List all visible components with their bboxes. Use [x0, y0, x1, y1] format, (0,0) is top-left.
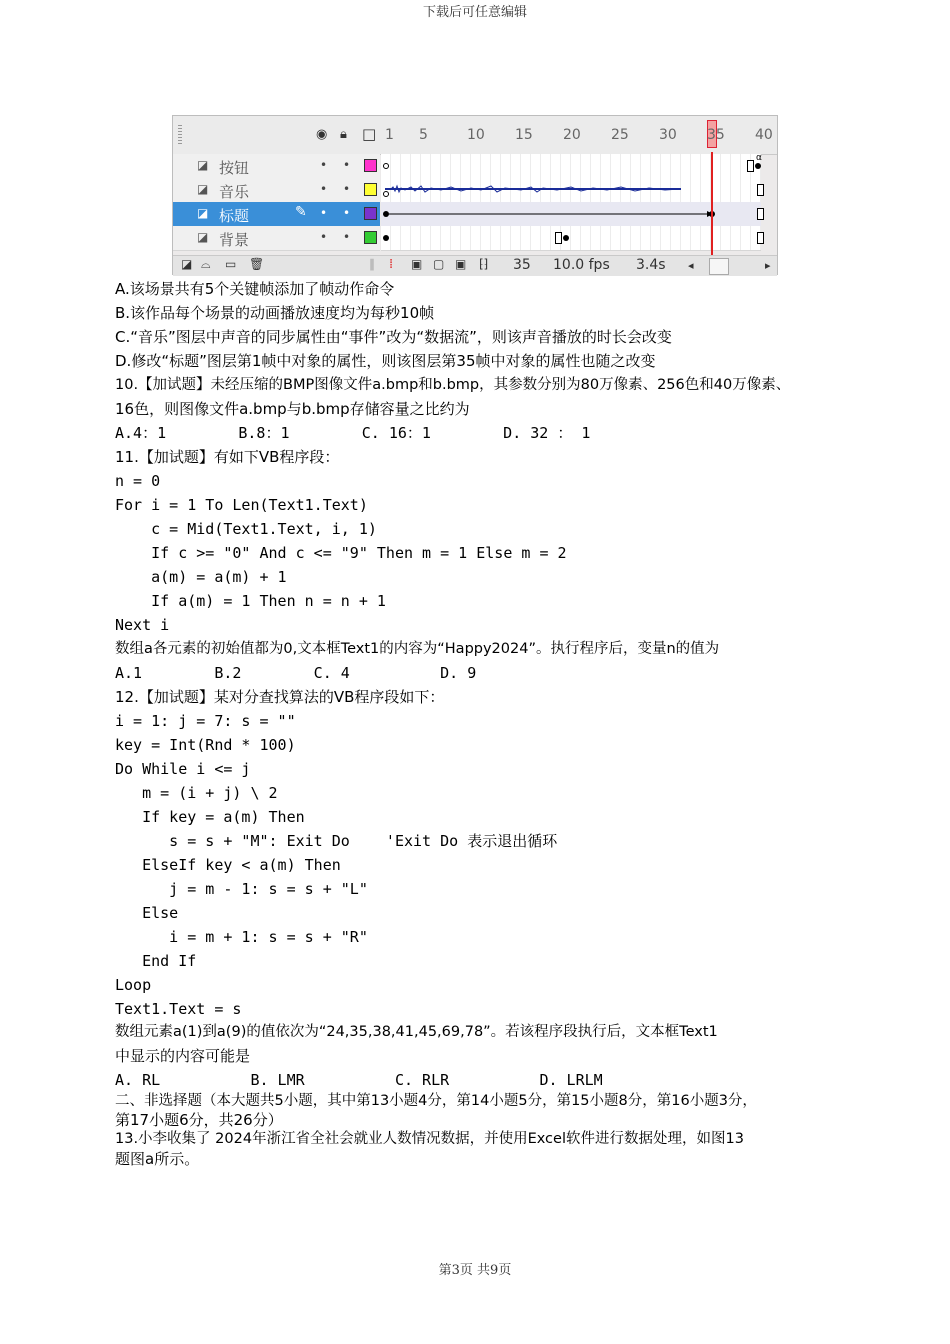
layer-icon: ◪ [197, 182, 209, 196]
panel-grip-icon[interactable] [178, 125, 182, 145]
empty-keyframe[interactable] [383, 163, 389, 169]
ruler-tick: 5 [419, 127, 428, 143]
code-line: If key = a(m) Then [115, 808, 305, 826]
layer-row-title[interactable] [173, 202, 777, 226]
question-12: 12.【加试题】某对分查找算法的VB程序段如下： [115, 688, 445, 706]
playhead-line [711, 152, 713, 256]
timeline-ruler [173, 116, 777, 155]
trash-icon[interactable]: 🗑︎ [249, 257, 265, 271]
timeline-scroll-thumb[interactable] [709, 258, 729, 275]
ruler-tick: 30 [659, 127, 677, 143]
timeline-panel [172, 115, 778, 275]
ruler-tick: 15 [515, 127, 533, 143]
code-line: i = m + 1: s = s + "R" [115, 928, 368, 946]
lock-dot[interactable]: • [343, 206, 351, 220]
layer-color-swatch[interactable] [364, 207, 377, 220]
ruler-tick: 35 [707, 127, 725, 143]
code-line: a(m) = a(m) + 1 [115, 568, 287, 586]
visibility-dot[interactable]: • [320, 206, 328, 220]
code-line: For i = 1 To Len(Text1.Text) [115, 496, 368, 514]
code-line: c = Mid(Text1.Text, i, 1) [115, 520, 377, 538]
ruler-tick: 40 [755, 127, 773, 143]
new-folder-icon[interactable]: ⌓ [201, 257, 211, 271]
end-frame[interactable] [555, 232, 562, 244]
code-line: ElseIf key < a(m) Then [115, 856, 341, 874]
current-frame[interactable]: 35 [513, 257, 531, 273]
code-line: n = 0 [115, 472, 161, 490]
onion-outline-icon[interactable]: ▢ [433, 257, 445, 271]
page-footer: 第3页 共9页 [438, 1263, 512, 1278]
code-line: key = Int(Rnd * 100) [115, 736, 296, 754]
option-a: A.该场景共有5个关键帧添加了帧动作命令 [115, 280, 395, 298]
visibility-dot[interactable]: • [320, 158, 328, 172]
keyframe[interactable] [563, 235, 569, 241]
end-frame[interactable] [747, 160, 754, 172]
question-13: 13.小李收集了 2024年浙江省全社会就业人数情况数据，并使用Excel软件进行数据处理，如图13 [115, 1131, 744, 1147]
code-line: If c >= "0" And c <= "9" Then m = 1 Else m = 2 [115, 544, 567, 562]
scroll-left-icon[interactable]: ◂ [688, 259, 694, 272]
question-11-text: 数组a各元素的初始值都为0,文本框Text1的内容为“Happy2024”。执行程序后，变量n的值为 [115, 641, 720, 657]
lock-dot[interactable]: • [343, 158, 351, 172]
elapsed-time: 3.4s [636, 257, 666, 273]
layer-icon: ◪ [197, 230, 209, 244]
layer-name: 音乐 [219, 183, 250, 201]
outline-icon[interactable]: □ [362, 125, 377, 143]
layer-row-buttons[interactable] [173, 154, 777, 178]
code-line: i = 1: j = 7: s = "" [115, 712, 296, 730]
layer-row-background[interactable] [173, 226, 777, 250]
frame-rate[interactable]: 10.0 fps [553, 257, 610, 273]
layer-color-swatch[interactable] [364, 231, 377, 244]
layer-name: 背景 [219, 231, 250, 249]
empty-keyframe[interactable] [383, 191, 389, 197]
edit-multiple-icon[interactable]: ▣ [455, 257, 467, 271]
action-marker-icon: α [756, 153, 762, 163]
layer-icon: ◪ [197, 158, 209, 172]
center-frame-icon[interactable]: ⁞ [389, 257, 394, 272]
code-line: Text1.Text = s [115, 1000, 242, 1018]
keyframe[interactable] [383, 235, 389, 241]
scroll-right-icon[interactable]: ▸ [765, 259, 771, 272]
question-12-options: A. RL B. LMR C. RLR D. LRLM [115, 1071, 603, 1089]
code-line: Else [115, 904, 179, 922]
onion-skin-icon[interactable]: ▣ [411, 257, 423, 271]
folder-icon[interactable]: ▭ [225, 257, 237, 271]
end-frame[interactable] [757, 232, 764, 244]
code-line: If a(m) = 1 Then n = n + 1 [115, 592, 386, 610]
layer-frames[interactable] [381, 154, 761, 179]
end-frame[interactable] [757, 184, 764, 196]
section-heading-cont: 第17小题6分，共26分） [115, 1111, 283, 1129]
layer-icon: ◪ [197, 206, 209, 220]
code-line: j = m - 1: s = s + "L" [115, 880, 368, 898]
layer-frames[interactable] [381, 226, 761, 251]
divider: ∥ [369, 257, 375, 271]
ruler-tick: 1 [385, 127, 394, 143]
pencil-icon: ✎ [295, 204, 307, 220]
option-b: B.该作品每个场景的动画播放速度均为每秒10帧 [115, 304, 435, 322]
motion-tween-arrow [389, 202, 729, 226]
layer-row-music[interactable] [173, 178, 777, 202]
layer-color-swatch[interactable] [364, 183, 377, 196]
code-line: Do While i <= j [115, 760, 251, 778]
code-line: Next i [115, 616, 170, 634]
onion-markers-icon[interactable]: ⁅⁆ [479, 257, 489, 271]
visibility-dot[interactable]: • [320, 182, 328, 196]
option-c: C.“音乐”图层中声音的同步属性由“事件”改为“数据流”，则该声音播放的时长会改变 [115, 328, 672, 346]
question-11-options: A.1 B.2 C. 4 D. 9 [115, 664, 477, 682]
layer-frames[interactable] [381, 202, 761, 227]
code-line: m = (i + j) \ 2 [115, 784, 278, 802]
sound-waveform [381, 178, 761, 202]
timeline-status-bar [173, 255, 777, 276]
question-10: 10.【加试题】未经压缩的BMP图像文件a.bmp和b.bmp，其参数分别为80万像素、256色和40万像素、 [115, 377, 791, 393]
page-header: 下载后可任意编辑 [422, 5, 527, 20]
code-line: s = s + "M": Exit Do 'Exit Do 表示退出循环 [115, 832, 558, 850]
layer-frames[interactable] [381, 178, 761, 203]
question-12-text: 数组元素a(1)到a(9)的值依次为“24,35,38,41,45,69,78”。若该程序段执行后，文本框Text1 [115, 1024, 718, 1040]
lock-dot[interactable]: • [343, 182, 351, 196]
ruler-tick: 10 [467, 127, 485, 143]
option-d: D.修改“标题”图层第1帧中对象的属性，则该图层第35帧中对象的属性也随之改变 [115, 352, 656, 370]
section-heading: 二、非选择题（本大题共5小题，其中第13小题4分，第14小题5分，第15小题8分，第16小题3分， [115, 1093, 757, 1109]
ruler-tick: 25 [611, 127, 629, 143]
frame-ruler[interactable] [381, 116, 777, 154]
eye-icon[interactable]: ◉ [316, 127, 328, 142]
lock-icon[interactable]: 🔒︎ [340, 127, 347, 142]
visibility-dot[interactable]: • [320, 230, 328, 244]
layer-name: 按钮 [219, 159, 250, 177]
lock-dot[interactable]: • [343, 230, 351, 244]
question-10-cont: 16色，则图像文件a.bmp与b.bmp存储容量之比约为 [115, 400, 470, 418]
code-line: Loop [115, 976, 152, 994]
question-10-options: A.4：1 B.8：1 C. 16：1 D. 32 ： 1 [115, 424, 591, 442]
layer-name: 标题 [219, 207, 250, 225]
new-layer-icon[interactable]: ◪ [181, 257, 193, 271]
action-keyframe[interactable] [755, 163, 761, 169]
layer-color-swatch[interactable] [364, 159, 377, 172]
end-frame[interactable] [757, 208, 764, 220]
question-11: 11.【加试题】有如下VB程序段： [115, 448, 340, 466]
question-12-text-cont: 中显示的内容可能是 [115, 1047, 251, 1065]
ruler-tick: 20 [563, 127, 581, 143]
question-13-cont: 题图a所示。 [115, 1150, 200, 1168]
code-line: End If [115, 952, 197, 970]
